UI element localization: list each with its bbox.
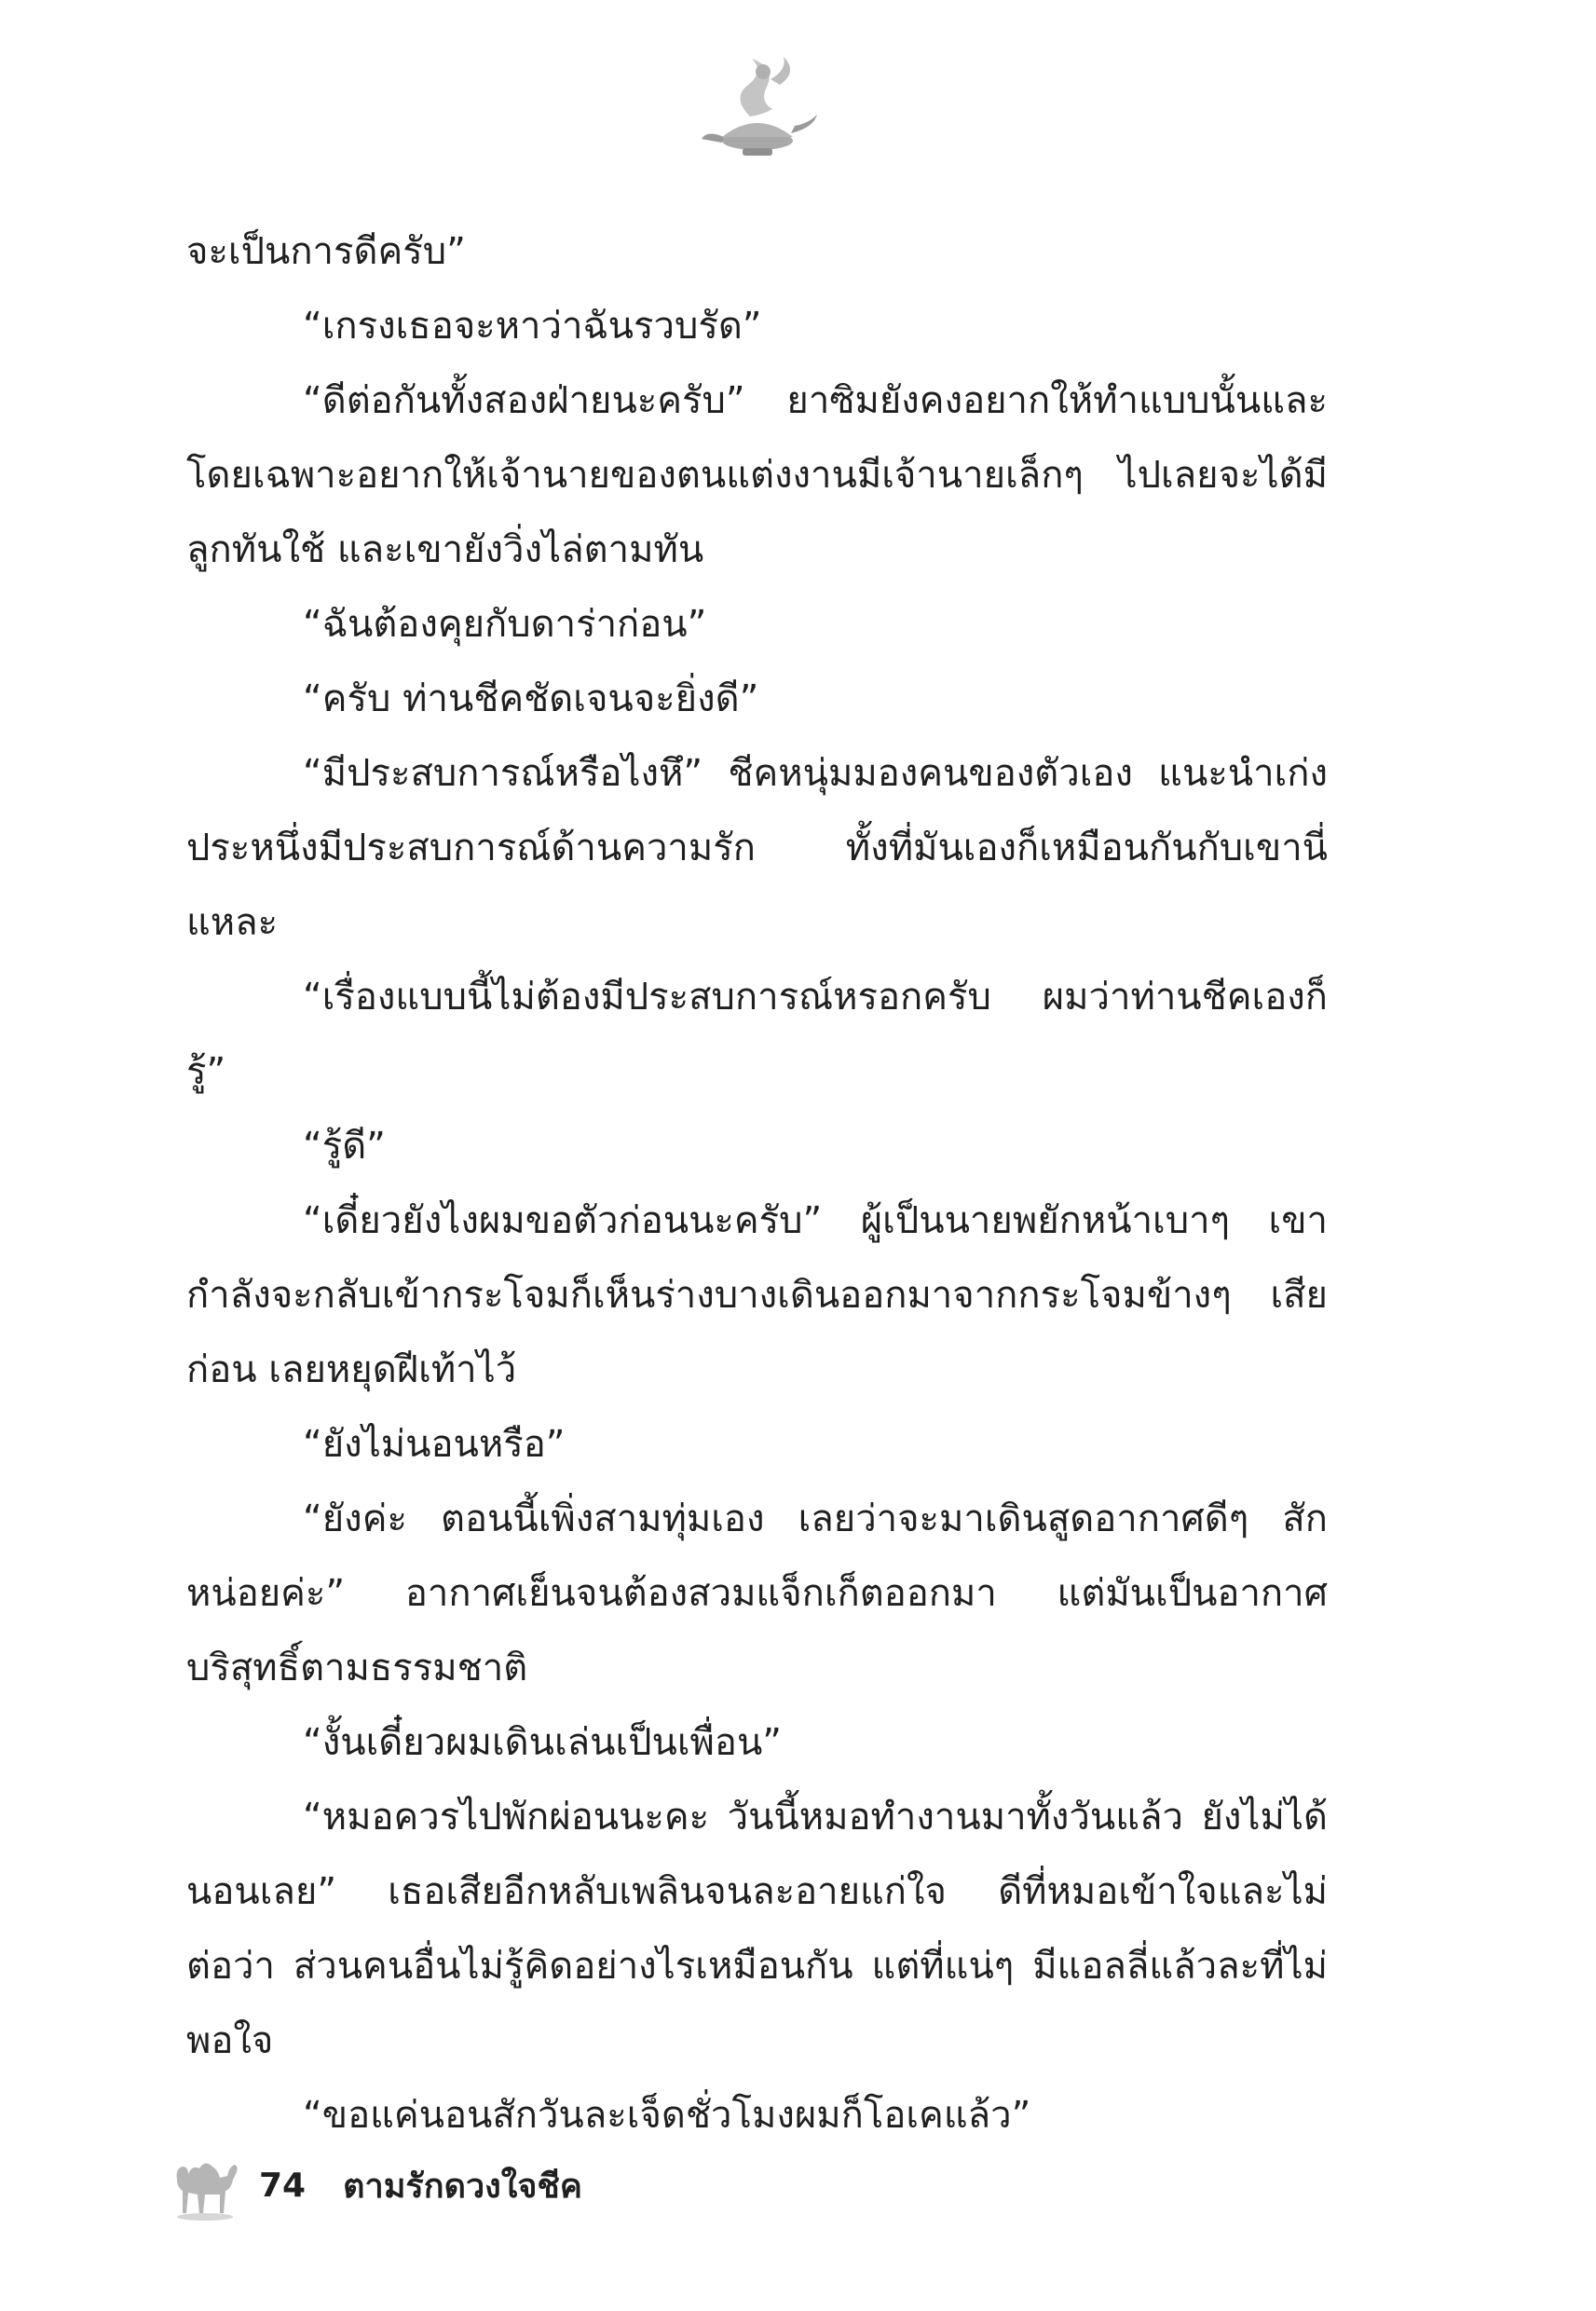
paragraph: จะเป็นการดีครับ” [186, 230, 466, 273]
paragraph: “ดีต่อกันทั้งสองฝ่ายนะครับ” ยาซิมยังคงอยากให้ทำแบบนั้นและโดยเฉพาะอยากให้เจ้านายของตนแต่งงานมีเจ้านายเล็กๆ ไปเลยจะได้มีลูกทันใช้ และเขายังวิ่งไล่ตามทัน [186, 379, 1328, 571]
camel-icon [168, 2148, 242, 2222]
paragraph: “งั้นเดี๋ยวผมเดินเล่นเป็นเพื่อน” [303, 1721, 783, 1764]
body-text [186, 214, 1328, 2153]
page-number: 74 [259, 2166, 307, 2205]
paragraph: “มีประสบการณ์หรือไงหึ” ชีคหนุ่มมองคนของตัวเอง แนะนำเก่งประหนึ่งมีประสบการณ์ด้านความรัก ทั้งที่มันเองก็เหมือนกันกับเขานี่แหละ [186, 752, 1328, 944]
paragraph: “หมอควรไปพักผ่อนนะคะ วันนี้หมอทำงานมาทั้งวันแล้ว ยังไม่ได้นอนเลย” เธอเสียอีกหลับเพลินจนละอายแก่ใจ ดีที่หมอเข้าใจและไม่ต่อว่า ส่วนคนอื่นไม่รู้คิดอย่างไรเหมือนกัน แต่ที่แน่ๆ มีแอลลี่แล้วละที่ไม่พอใจ [186, 1796, 1328, 2062]
book-title: ตามรักดวงใจชีค [343, 2167, 582, 2206]
paragraph: “ฉันต้องคุยกับดาร่าก่อน” [303, 603, 707, 646]
genie-lamp-icon [694, 51, 820, 163]
paragraph: “ขอแค่นอนสักวันละเจ็ดชั่วโมงผมก็โอเคแล้ว” [303, 2094, 1031, 2137]
paragraph: “เรื่องแบบนี้ไม่ต้องมีประสบการณ์หรอกครับ ผมว่าท่านชีคเองก็รู้” [186, 976, 1328, 1093]
paragraph: “ครับ ท่านชีคชัดเจนจะยิ่งดี” [303, 677, 759, 720]
paragraph: “เกรงเธอจะหาว่าฉันรวบรัด” [303, 305, 762, 348]
paragraph: “ยังค่ะ ตอนนี้เพิ่งสามทุ่มเอง เลยว่าจะมาเดินสูดอากาศดีๆ สักหน่อยค่ะ” อากาศเย็นจนต้องสวมแจ็กเก็ตออกมา แต่มันเป็นอากาศบริสุทธิ์ตามธรรมชาติ [186, 1497, 1328, 1689]
page-footer [168, 2143, 820, 2227]
paragraph: “ยังไม่นอนหรือ” [303, 1423, 566, 1466]
paragraph: “เดี๋ยวยังไงผมขอตัวก่อนนะครับ” ผู้เป็นนายพยักหน้าเบาๆ เขากำลังจะกลับเข้ากระโจมก็เห็นร่างบางเดินออกมาจากกระโจมข้างๆ เสียก่อน เลยหยุดฝีเท้าไว้ [186, 1199, 1328, 1391]
paragraph: “รู้ดี” [303, 1125, 386, 1168]
